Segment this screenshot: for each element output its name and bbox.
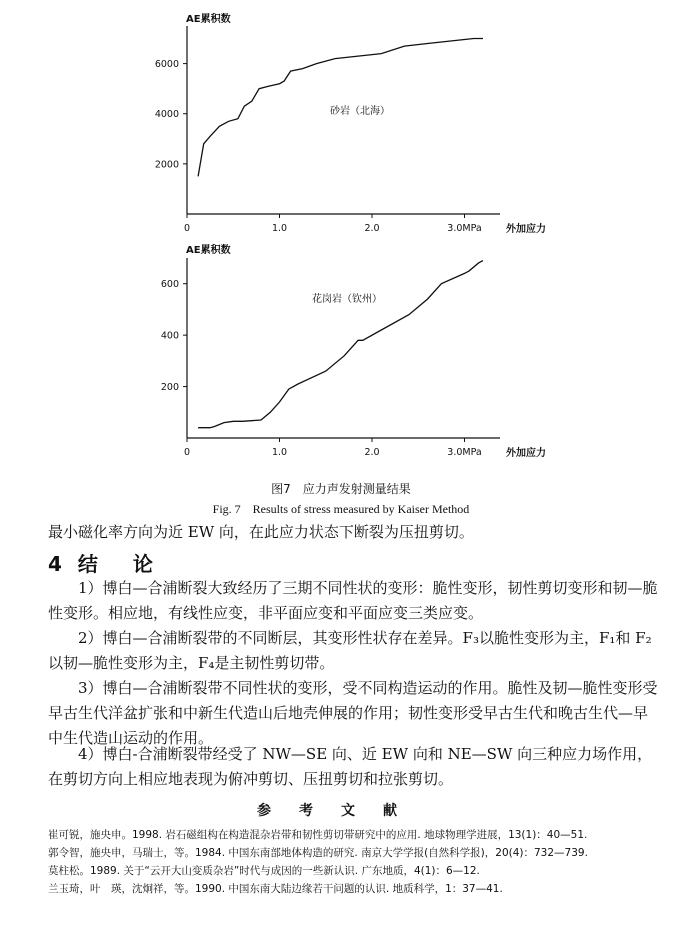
conclusion-paragraph-4: 4）博白-合浦断裂带经受了 NW—SE 向、近 EW 向和 NE—SW 向三种应力场作用，在剪切方向上相应地表现为俯冲剪切、压扭剪切和拉张剪切。 [48,745,653,788]
c2-x-tick-label: 0 [183,447,191,458]
chart2-annotation: 花岗岩（钦州） [312,294,382,305]
c1-y-tick-label: 6000 [154,59,179,71]
c1-x-tick-label: 0 [183,223,191,234]
granite-chart [0,238,682,476]
c1-y-tick-label: 4000 [154,109,179,121]
chart2-x-axis-label: 外加应力 [506,448,546,459]
c2-x-tick-label: 3.0MPa [447,447,482,458]
c1-x-tick-label: 2.0 [364,223,380,234]
conclusion-paragraph-3: 3）博白—合浦断裂带不同性状的变形，受不同构造运动的作用。脆性及韧—脆性变形受早古生代洋盆扩张和中新生代造山后地壳伸展的作用；韧性变形受早古生代和晚古生代—早中生代造山运动的作用。 [48,679,658,747]
reference-item: 崔可锐，施央申。1998. 岩石磁组构在构造混杂岩带和韧性剪切带研究中的应用. 地球物理学进展，13(1)：40—51. [48,829,588,841]
figure-caption-en: Fig. 7 Results of stress measured by Kaiser Method [212,502,470,516]
reference-item: 郭令智，施央申，马瑞士，等。1984. 中国东南部地体构造的研究. 南京大学学报(自然科学报)，20(4)：732—739. [48,847,588,859]
c2-y-tick-label: 200 [160,382,179,394]
c2-x-tick-label: 2.0 [364,447,380,458]
chart1-y-axis-label: AE累积数 [186,14,231,25]
c2-x-tick-label: 1.0 [271,447,288,458]
c2-y-tick-label: 400 [160,330,179,342]
section-number: 4 [48,552,62,576]
sandstone-chart [0,0,682,238]
reference-item: 兰玉琦，叶 瑛，沈炯祥，等。1990. 中国东南大陆边缘若干问题的认识. 地质科学，1：37—41. [48,883,503,895]
chart2-y-axis-label: AE累积数 [186,245,231,256]
chart1-x-axis-label: 外加应力 [506,224,546,235]
section-heading [48,548,167,577]
c1-x-tick-label: 1.0 [271,223,288,234]
c1-y-tick-label: 2000 [154,159,179,171]
chart1-annotation: 砂岩（北海） [330,106,390,117]
chart2-series-line [198,261,483,428]
references-list [48,826,668,898]
c1-x-tick-label: 3.0MPa [447,223,482,234]
body-carry-line: 最小磁化率方向为近 EW 向，在此应力状态下断裂为压扭剪切。 [48,523,474,541]
conclusion-paragraph-2: 2）博白—合浦断裂带的不同断层，其变形性状存在差异。F₃以脆性变形为主，F₁和 F₂以韧—脆性变形为主，F₄是主韧性剪切带。 [48,629,652,672]
references-heading: 参考文献 [257,803,425,819]
figure-caption-zh: 图7 应力声发射测量结果 [271,482,411,496]
conclusion-paragraph-1: 1）博白—合浦断裂大致经历了三期不同性状的变形：脆性变形，韧性剪切变形和韧—脆性变形。相应地，有线性应变，非平面应变和平面应变三类应变。 [48,579,658,622]
reference-item: 莫柱松。1989. 关于“云开大山变质杂岩”时代与成因的一些新认识. 广东地质，4(1)：6—12. [48,865,480,877]
c2-y-tick-label: 600 [160,279,179,291]
section-title: 结 论 [77,552,167,576]
